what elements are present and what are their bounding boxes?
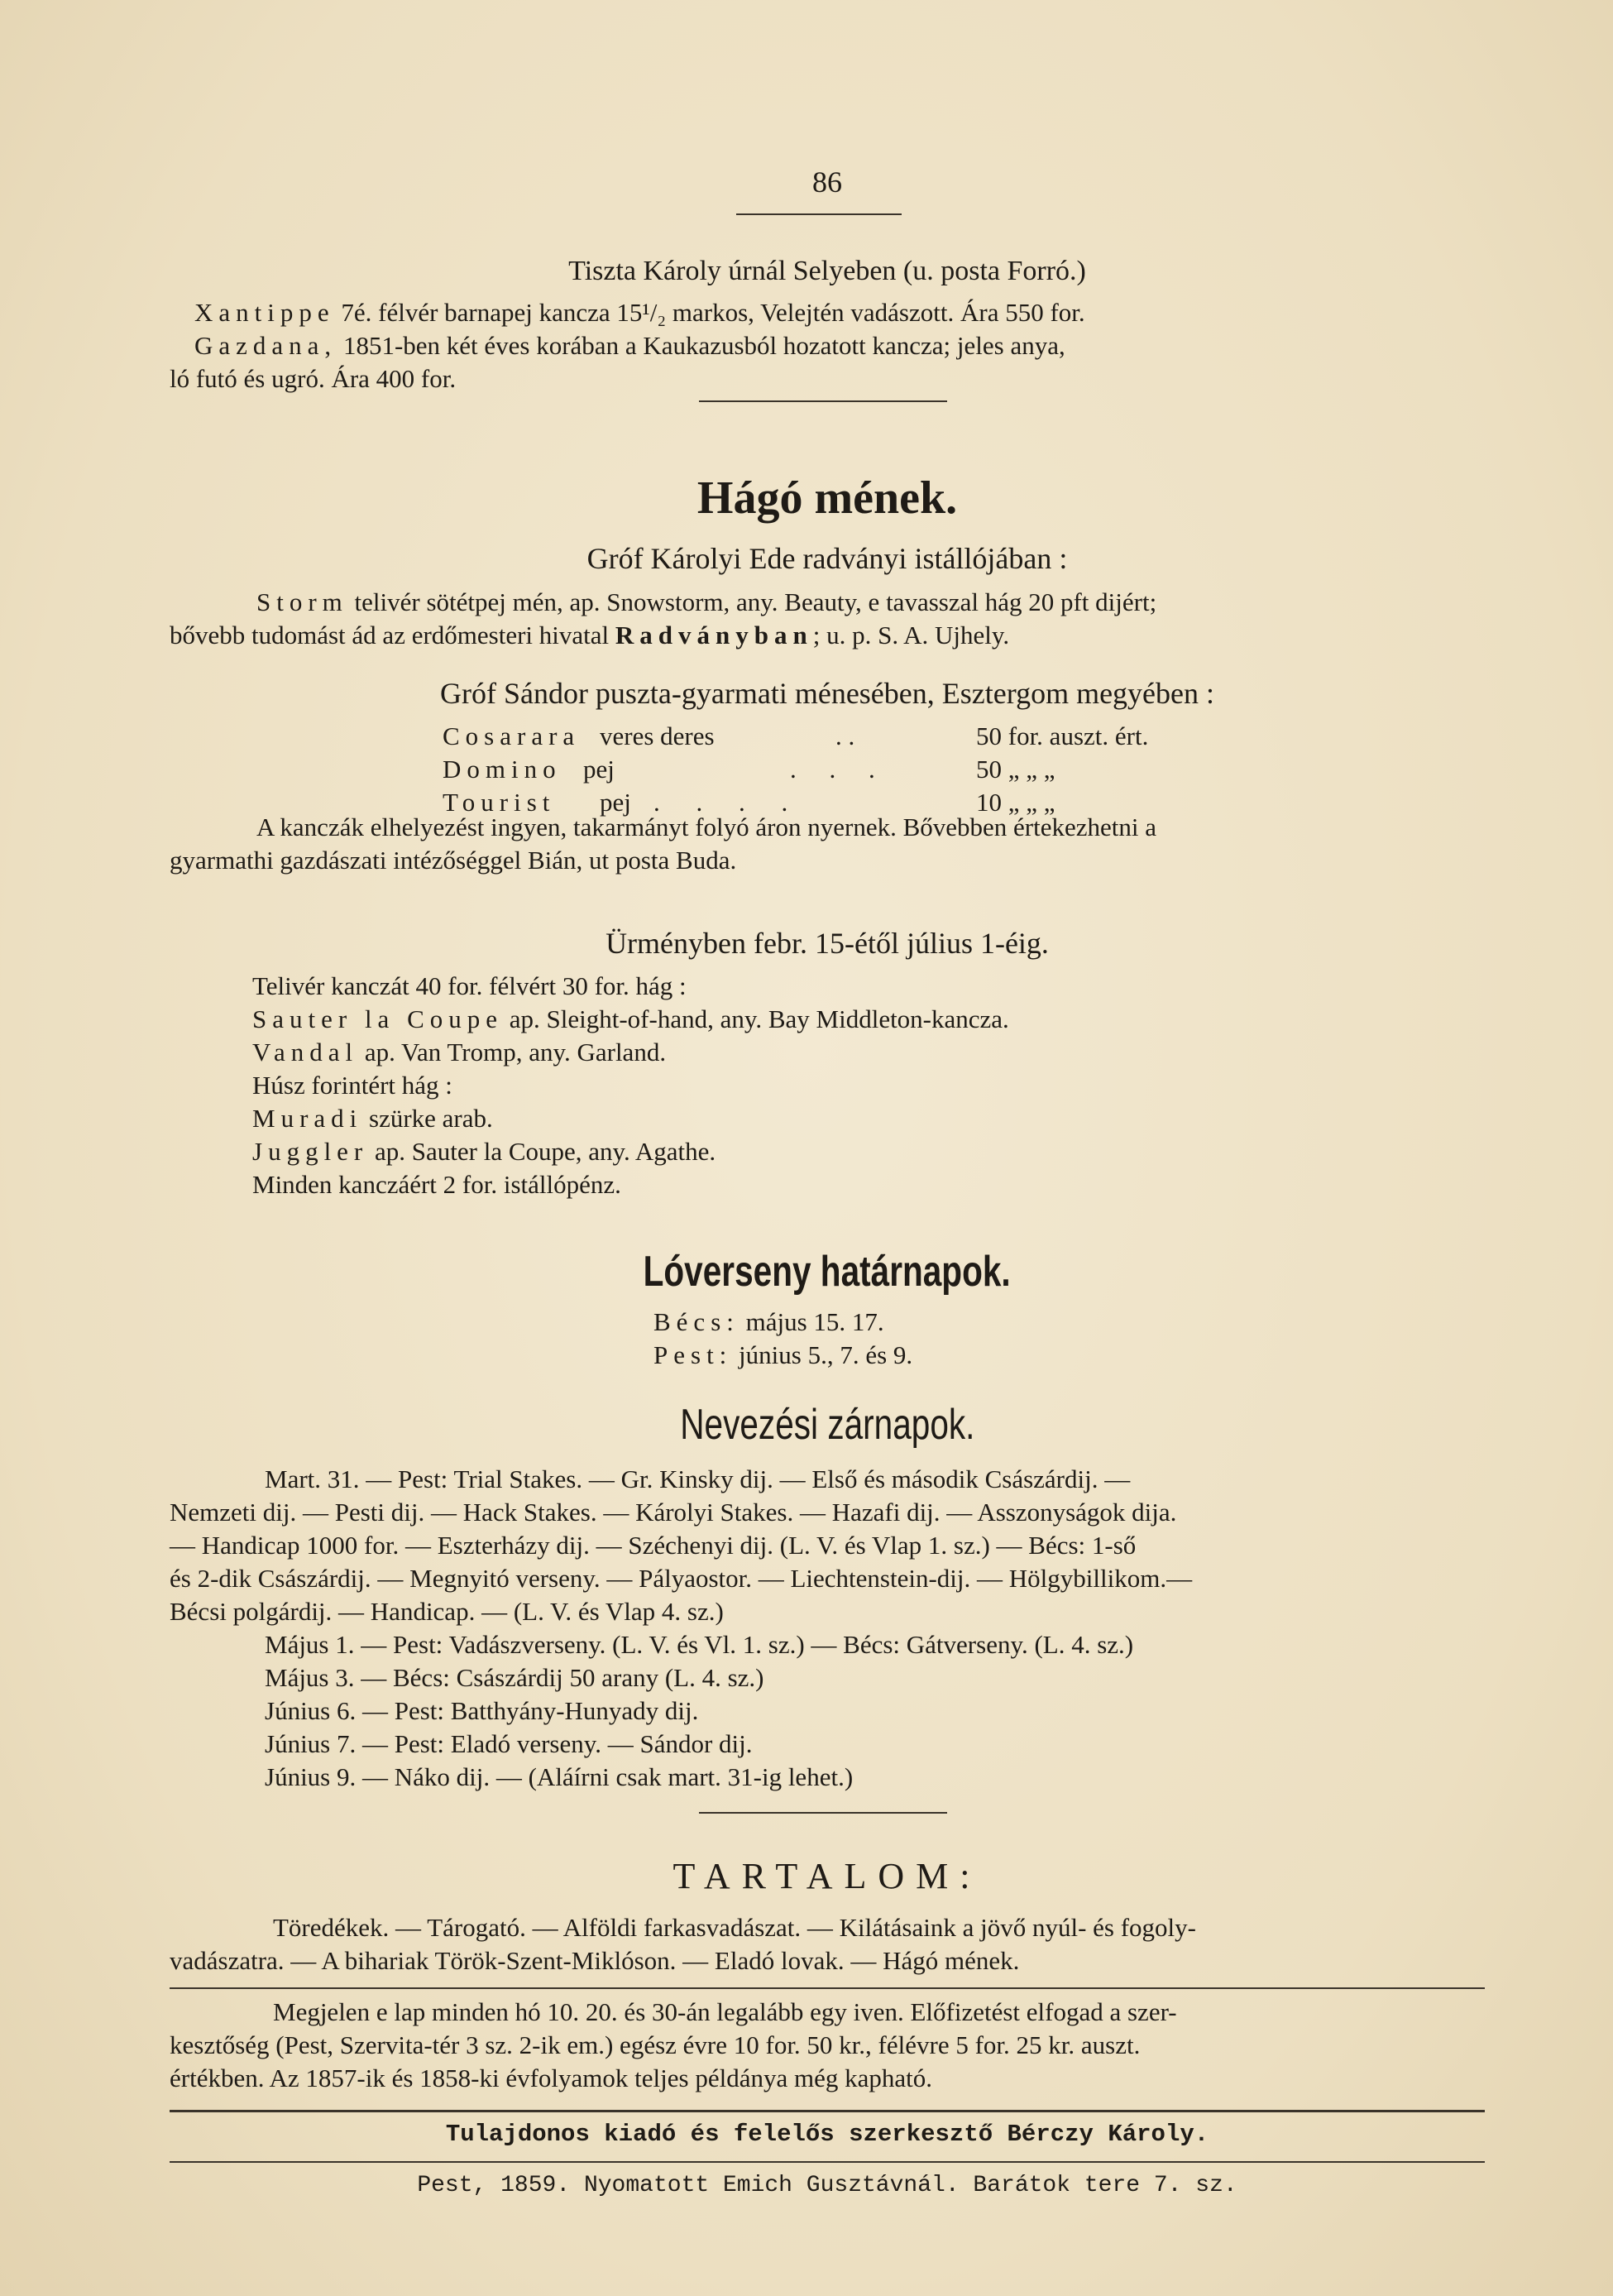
storm-info-b: ; u. p. S. A. Ujhely. <box>812 621 1010 649</box>
entry-line <box>170 1628 1485 1661</box>
urmeny-text: szürke arab. <box>369 1104 493 1133</box>
storm-desc: telivér sötétpej mén, ap. Snowstorm, any. Beauty, e tavasszal hág 20 pft dijért; <box>354 587 1157 616</box>
urmeny-horse-name: Sauter la Coupe <box>252 1004 504 1033</box>
sandor-horse-price: 50 „ „ „ <box>976 755 1055 784</box>
urmeny-line <box>252 1003 1568 1036</box>
horse-name-storm: Storm <box>256 587 348 616</box>
urmeny-text: ap. Van Tromp, any. Garland. <box>364 1038 667 1067</box>
entry-line <box>170 1694 1485 1728</box>
urmeny-horse-name: Vandal <box>252 1038 359 1067</box>
section-rule-1 <box>699 400 947 402</box>
sandor-horse-name: Domino <box>443 755 562 784</box>
entry-line <box>170 1595 1485 1628</box>
entry-line-text: Május 1. — Pest: Vadászverseny. (L. V. és Vl. 1. sz.) — Bécs: Gátverseny. (L. 4. sz.) <box>265 1630 1134 1659</box>
subscription-line-1: Megjelen e lap minden hó 10. 20. és 30-án legalább egy iven. Előfizetést elfogad a szer- <box>273 1997 1177 2026</box>
section-rule-2 <box>699 1812 947 1814</box>
horse-desc-gazdana: 1851-ben két éves korában a Kaukazusból hozatott kancza; jeles anya, <box>342 331 1065 360</box>
entry-line-text: — Handicap 1000 for. — Eszterházy dij. — Széchenyi dij. (L. V. és Vlap 1. sz.) — Bécs: 1-ső <box>170 1531 1137 1560</box>
stallions-title: Hágó mének. <box>696 472 958 524</box>
urmeny-text: ap. Sleight-of-hand, any. Bay Middleton-kancza. <box>509 1004 1009 1033</box>
urmeny-heading: Ürményben febr. 15-étől július 1-éig. <box>605 927 1049 960</box>
entry-line-text: Mart. 31. — Pest: Trial Stakes. — Gr. Kinsky dij. — Első és második Császárdij. — <box>265 1464 1131 1493</box>
sandor-note-1: A kanczák elhelyezést ingyen, takarmányt folyó áron nyernek. Bővebben értekezhetni a <box>256 812 1156 841</box>
urmeny-horse-name: Muradi <box>252 1104 363 1133</box>
subscription-rule <box>170 2110 1485 2112</box>
sandor-horse-price: 10 „ „ „ <box>976 788 1055 817</box>
subscription-line-2: kesztőség (Pest, Szervita-tér 3 sz. 2-ik em.) egész évre 10 for. 50 kr., félévre 5 for. 25 kr. auszt. <box>170 2030 1141 2059</box>
sandor-horse-price: 50 for. auszt. ért. <box>976 721 1149 750</box>
storm-place: Radványban <box>615 621 813 649</box>
subscription-line-3: értékben. Az 1857-ik és 1858-ki évfolyamok teljes példánya még kapható. <box>170 2064 932 2092</box>
contents-line-1: Töredékek. — Tárogató. — Alföldi farkasvadászat. — Kilátásaink a jövő nyúl- és fogoly- <box>273 1913 1196 1942</box>
sandor-heading: Gróf Sándor puszta-gyarmati ménesében, Esztergom megyében : <box>439 677 1215 710</box>
horse-name-gazdana: Gazdana, <box>194 331 337 360</box>
race-days-pest <box>653 1339 1481 1372</box>
urmeny-text: ap. Sauter la Coupe, any. Agathe. <box>375 1137 716 1166</box>
entry-line <box>170 1761 1485 1794</box>
sandor-horse-desc: pej <box>583 755 615 784</box>
sandor-note-2: gyarmathi gazdászati intézőséggel Bián, ut posta Buda. <box>170 846 737 875</box>
entry-line-text: Május 3. — Bécs: Császárdij 50 arany (L. 4. sz.) <box>265 1663 764 1692</box>
sandor-horse-desc: pej <box>600 788 631 817</box>
race-days-title <box>170 1245 1485 1304</box>
publisher-line: Tulajdonos kiadó és felelős szerkesztő Bérczy Károly. <box>445 2121 1209 2148</box>
seller-horse-1 <box>170 296 1485 329</box>
contents-title: TARTALOM: <box>672 1856 982 1896</box>
urmeny-text: Minden kanczáért 2 for. istállópénz. <box>252 1170 621 1199</box>
entry-line <box>170 1496 1485 1529</box>
sandor-horse-dots: . . . . <box>653 788 803 817</box>
entry-line <box>170 1463 1485 1496</box>
urmeny-line <box>252 1135 1568 1168</box>
sandor-horse-name: Tourist <box>443 788 556 817</box>
contents-rule <box>170 1987 1485 1989</box>
urmeny-horse-name: Juggler <box>252 1137 369 1166</box>
publisher-rule <box>170 2161 1485 2163</box>
sandor-horse-desc: veres deres <box>600 721 715 750</box>
page-number: 86 <box>812 165 842 199</box>
urmeny-line <box>252 970 1568 1003</box>
race-days-pest-label: Pest: <box>653 1340 733 1369</box>
urmeny-line <box>252 1102 1568 1135</box>
entry-line-text: Június 7. — Pest: Eladó verseny. — Sándor dij. <box>265 1729 753 1758</box>
sandor-horse-dots: . . . <box>790 755 888 784</box>
karolyi-heading: Gróf Károlyi Ede radványi istállójában : <box>586 542 1068 575</box>
entry-line <box>170 1562 1485 1595</box>
imprint-line: Pest, 1859. Nyomatott Emich Gusztávnál. Barátok tere 7. sz. <box>417 2173 1237 2198</box>
race-days-pest-dates: június 5., 7. és 9. <box>739 1340 913 1369</box>
entry-line-text: és 2-dik Császárdij. — Megnyitó verseny. — Pályaostor. — Liechtenstein-dij. — Hölgybillikom.— <box>170 1564 1193 1593</box>
sandor-horse-dots: . . <box>835 721 855 750</box>
seller-horse-2 <box>170 329 1485 362</box>
entry-line <box>170 1529 1485 1562</box>
entry-line <box>170 1661 1485 1694</box>
storm-info-a: bővebb tudomást ád az erdőmesteri hivatal <box>170 621 610 649</box>
horse-name-xantippe: Xantippe <box>194 298 335 327</box>
race-days-becs-label: Bécs: <box>653 1307 739 1336</box>
urmeny-text: Húsz forintért hág : <box>252 1071 452 1100</box>
storm-line-2 <box>170 619 1485 652</box>
seller-heading: Tiszta Károly úrnál Selyeben (u. posta Forró.) <box>568 256 1086 286</box>
race-days-becs <box>653 1306 1481 1339</box>
storm-line <box>170 586 1485 619</box>
entry-line-text: Bécsi polgárdij. — Handicap. — (L. V. és Vlap 4. sz.) <box>170 1597 724 1626</box>
content-column <box>170 0 1485 2296</box>
entry-line <box>170 1728 1485 1761</box>
urmeny-text: Telivér kanczát 40 for. félvért 30 for. hág : <box>252 971 687 1000</box>
entry-line-text: Június 6. — Pest: Batthyány-Hunyady dij. <box>265 1696 699 1725</box>
sandor-horse-name: Cosarara <box>443 721 581 750</box>
seller-horse-2-cont: ló futó és ugró. Ára 400 for. <box>170 364 457 393</box>
entry-line-text: Nemzeti dij. — Pesti dij. — Hack Stakes. — Károlyi Stakes. — Hazafi dij. — Asszonyságok dija. <box>170 1498 1177 1527</box>
urmeny-line <box>252 1036 1568 1069</box>
horse-desc-xantippe: 7é. félvér barnapej kancza 15¹/₂ markos, Velejtén vadászott. Ára 550 for. <box>341 298 1085 327</box>
urmeny-line <box>252 1069 1568 1102</box>
entry-days-title-text: Nevezési zárnapok. <box>679 1401 975 1449</box>
race-days-title-text: Lóverseny határnapok. <box>643 1248 1012 1296</box>
entry-line-text: Június 9. — Náko dij. — (Aláírni csak mart. 31-ig lehet.) <box>265 1762 854 1791</box>
entry-days-title <box>170 1398 1485 1457</box>
urmeny-line <box>252 1168 1568 1201</box>
race-days-becs-dates: május 15. 17. <box>745 1307 884 1336</box>
contents-line-2: vadászatra. — A bihariak Török-Szent-Miklóson. — Eladó lovak. — Hágó mének. <box>170 1946 1020 1975</box>
